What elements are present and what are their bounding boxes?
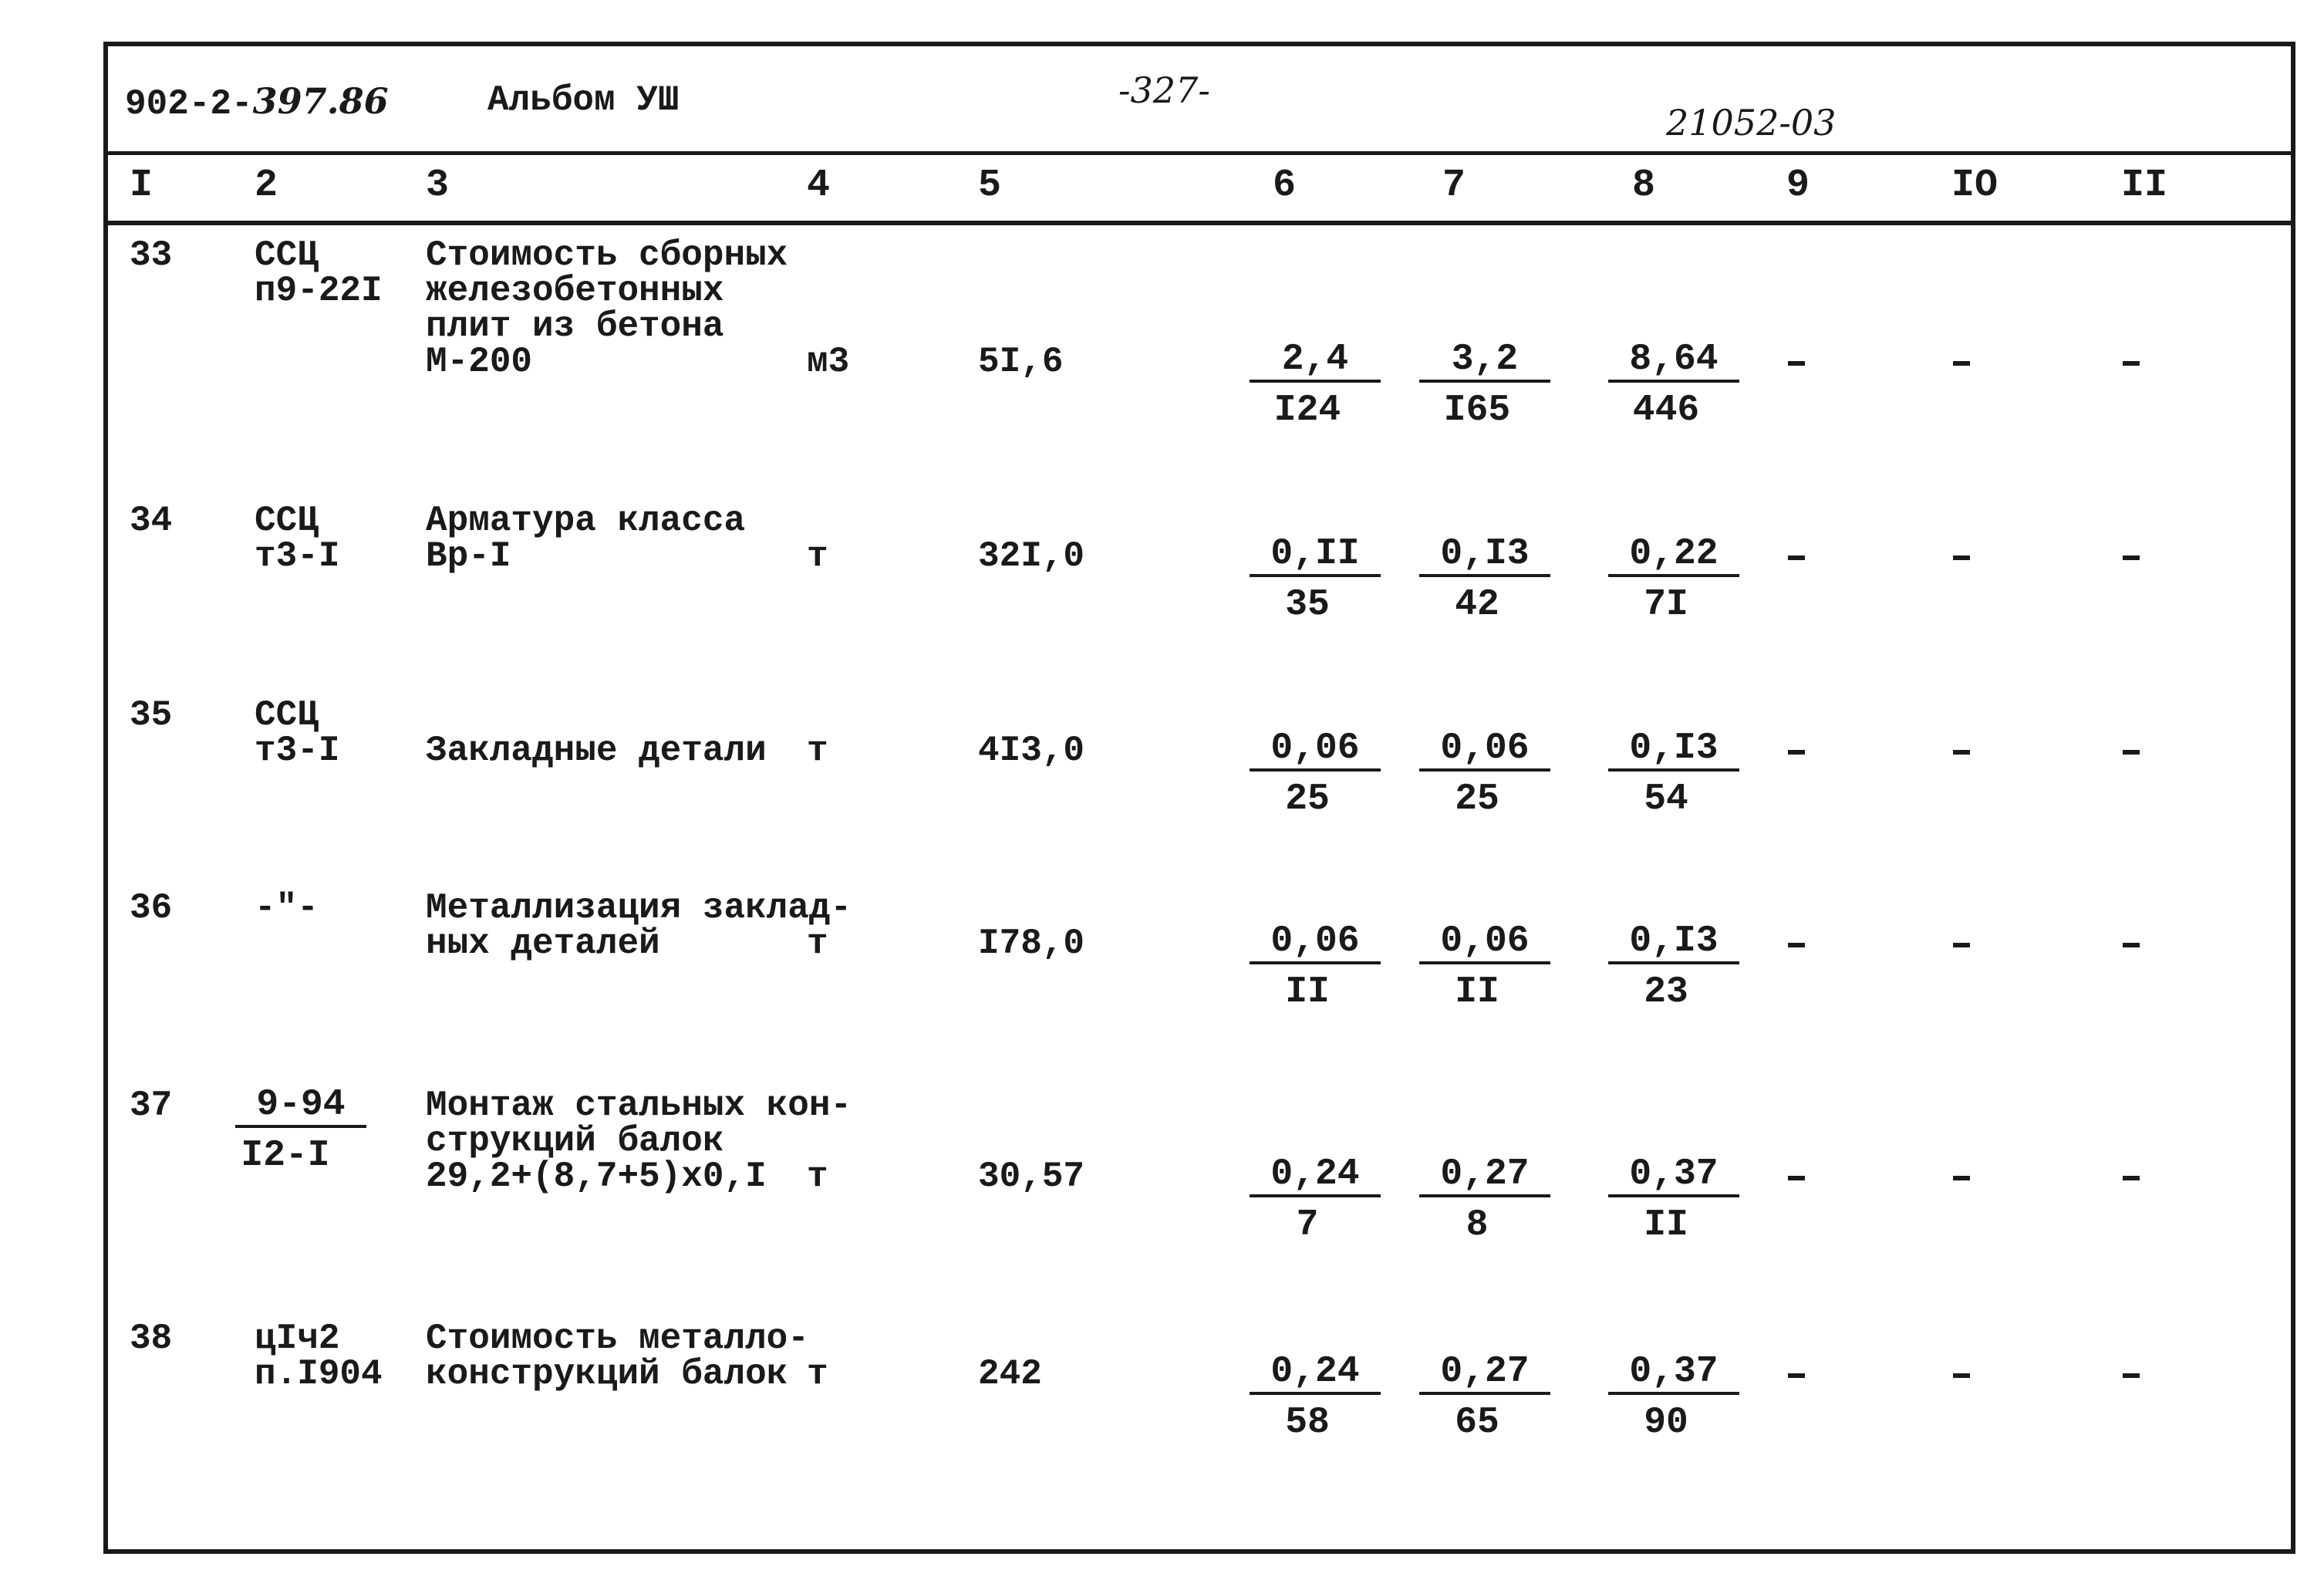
unit: т bbox=[807, 1354, 828, 1394]
cost-value-top: 2,4 bbox=[1250, 339, 1381, 383]
norm-code: ССЦ т3-I bbox=[255, 695, 340, 771]
cost-value-top: 0,27 bbox=[1419, 1352, 1550, 1395]
column-number: 9 bbox=[1786, 164, 1810, 208]
empty-cell-dash bbox=[2123, 750, 2140, 755]
cost-value-top: 0,06 bbox=[1419, 728, 1550, 772]
column-number: 4 bbox=[807, 164, 831, 208]
cost-value-top: 0,I3 bbox=[1608, 728, 1739, 772]
cost-value-top: 0,24 bbox=[1250, 1154, 1381, 1197]
cost-value-top: 0,II bbox=[1250, 534, 1381, 577]
column-number: 3 bbox=[426, 164, 450, 208]
cost-value-bottom: 23 bbox=[1644, 971, 1688, 1013]
column-number: IO bbox=[1951, 164, 1999, 208]
empty-cell-dash bbox=[1788, 1176, 1805, 1180]
cost-value-bottom: 25 bbox=[1285, 778, 1330, 820]
cost-value-top: 0,I3 bbox=[1608, 921, 1739, 964]
album-label: Альбом УШ bbox=[487, 80, 680, 120]
empty-cell-dash bbox=[1953, 750, 1970, 755]
empty-cell-dash bbox=[2123, 555, 2140, 560]
empty-cell-dash bbox=[2123, 361, 2140, 366]
cost-value-bottom: 54 bbox=[1644, 778, 1688, 820]
empty-cell-dash bbox=[2123, 943, 2140, 947]
cost-value-top: 0,06 bbox=[1250, 728, 1381, 772]
quantity: I78,0 bbox=[978, 924, 1085, 964]
column-number: 2 bbox=[255, 164, 278, 208]
unit: т bbox=[807, 1157, 828, 1197]
cost-value-top: 0,37 bbox=[1608, 1352, 1739, 1395]
empty-cell-dash bbox=[1788, 1373, 1805, 1378]
empty-cell-dash bbox=[1953, 943, 1970, 947]
cost-value-bottom: 42 bbox=[1455, 584, 1499, 626]
cost-value-top: 0,24 bbox=[1250, 1352, 1381, 1395]
cost-value-bottom: 7 bbox=[1296, 1204, 1319, 1246]
cost-value-bottom: 35 bbox=[1285, 584, 1330, 626]
quantity: 32I,0 bbox=[978, 536, 1085, 576]
quantity: 4I3,0 bbox=[978, 731, 1085, 771]
cost-value-top: 0,I3 bbox=[1419, 534, 1550, 577]
doc-code bbox=[125, 80, 389, 124]
item-description: Монтаж стальных кон- струкций балок 29,2+(8,7+5)х0,I bbox=[426, 1086, 852, 1197]
cost-value-top: 0,37 bbox=[1608, 1154, 1739, 1197]
doc-code-handwritten: 397.86 bbox=[252, 80, 389, 122]
norm-code: -"- bbox=[255, 888, 319, 928]
quantity: 242 bbox=[978, 1354, 1042, 1394]
cost-value-top: 8,64 bbox=[1608, 339, 1739, 383]
column-number: 7 bbox=[1442, 164, 1466, 208]
cost-value-bottom: 58 bbox=[1285, 1402, 1330, 1444]
empty-cell-dash bbox=[1953, 361, 1970, 366]
norm-code-bottom: I2-I bbox=[241, 1135, 330, 1177]
row-number: 35 bbox=[130, 695, 173, 735]
norm-code-top: 9-94 bbox=[235, 1085, 366, 1128]
header-rule-bottom bbox=[108, 221, 2295, 225]
cost-value-bottom: 65 bbox=[1455, 1402, 1499, 1444]
row-number: 33 bbox=[130, 235, 173, 275]
inventory-number: 21052-03 bbox=[1666, 102, 1837, 144]
item-description: Стоимость сборных железобетонных плит из бетона М-200 bbox=[426, 235, 788, 382]
item-description: Металлизация заклад- ных деталей bbox=[426, 888, 852, 964]
row-number: 37 bbox=[130, 1086, 173, 1126]
cost-value-top: 3,2 bbox=[1419, 339, 1550, 383]
norm-code: ССЦ т3-I bbox=[255, 501, 340, 576]
cost-value-bottom: 8 bbox=[1466, 1204, 1489, 1246]
empty-cell-dash bbox=[1953, 1176, 1970, 1180]
cost-value-bottom: 446 bbox=[1632, 390, 1700, 431]
cost-value-bottom: I65 bbox=[1443, 390, 1511, 431]
item-description: Закладные детали bbox=[426, 731, 767, 771]
unit: т bbox=[807, 536, 828, 576]
cost-value-bottom: 90 bbox=[1644, 1402, 1688, 1444]
norm-code: цIч2 п.I904 bbox=[255, 1319, 383, 1394]
cost-value-bottom: I24 bbox=[1273, 390, 1341, 431]
cost-value-bottom: 25 bbox=[1455, 778, 1499, 820]
empty-cell-dash bbox=[1953, 1373, 1970, 1378]
column-number: II bbox=[2121, 164, 2168, 208]
cost-value-top: 0,06 bbox=[1250, 921, 1381, 964]
empty-cell-dash bbox=[2123, 1176, 2140, 1180]
row-number: 38 bbox=[130, 1319, 173, 1359]
cost-value-top: 0,06 bbox=[1419, 921, 1550, 964]
empty-cell-dash bbox=[1953, 555, 1970, 560]
row-number: 34 bbox=[130, 501, 173, 541]
unit: т bbox=[807, 924, 828, 964]
empty-cell-dash bbox=[1788, 361, 1805, 366]
header-rule-top bbox=[108, 151, 2295, 155]
item-description: Арматура класса Вр-I bbox=[426, 501, 746, 576]
page-number: -327- bbox=[1118, 69, 1210, 111]
cost-value-bottom: II bbox=[1455, 971, 1499, 1013]
cost-value-top: 0,27 bbox=[1419, 1154, 1550, 1197]
cost-value-top: 0,22 bbox=[1608, 534, 1739, 577]
row-number: 36 bbox=[130, 888, 173, 928]
unit: т bbox=[807, 731, 828, 771]
quantity: 30,57 bbox=[978, 1157, 1085, 1197]
cost-value-bottom: II bbox=[1285, 971, 1330, 1013]
empty-cell-dash bbox=[2123, 1373, 2140, 1378]
doc-code-prefix: 902-2- bbox=[125, 84, 253, 124]
column-number: I bbox=[130, 164, 153, 208]
empty-cell-dash bbox=[1788, 750, 1805, 755]
cost-value-bottom: 7I bbox=[1644, 584, 1688, 626]
column-number: 6 bbox=[1273, 164, 1297, 208]
column-number: 8 bbox=[1632, 164, 1656, 208]
quantity: 5I,6 bbox=[978, 342, 1064, 382]
cost-value-bottom: II bbox=[1644, 1204, 1688, 1246]
item-description: Стоимость металло- конструкций балок bbox=[426, 1319, 809, 1394]
empty-cell-dash bbox=[1788, 943, 1805, 947]
empty-cell-dash bbox=[1788, 555, 1805, 560]
column-number: 5 bbox=[978, 164, 1002, 208]
unit: м3 bbox=[807, 342, 850, 382]
norm-code: ССЦ п9-22I bbox=[255, 235, 383, 311]
